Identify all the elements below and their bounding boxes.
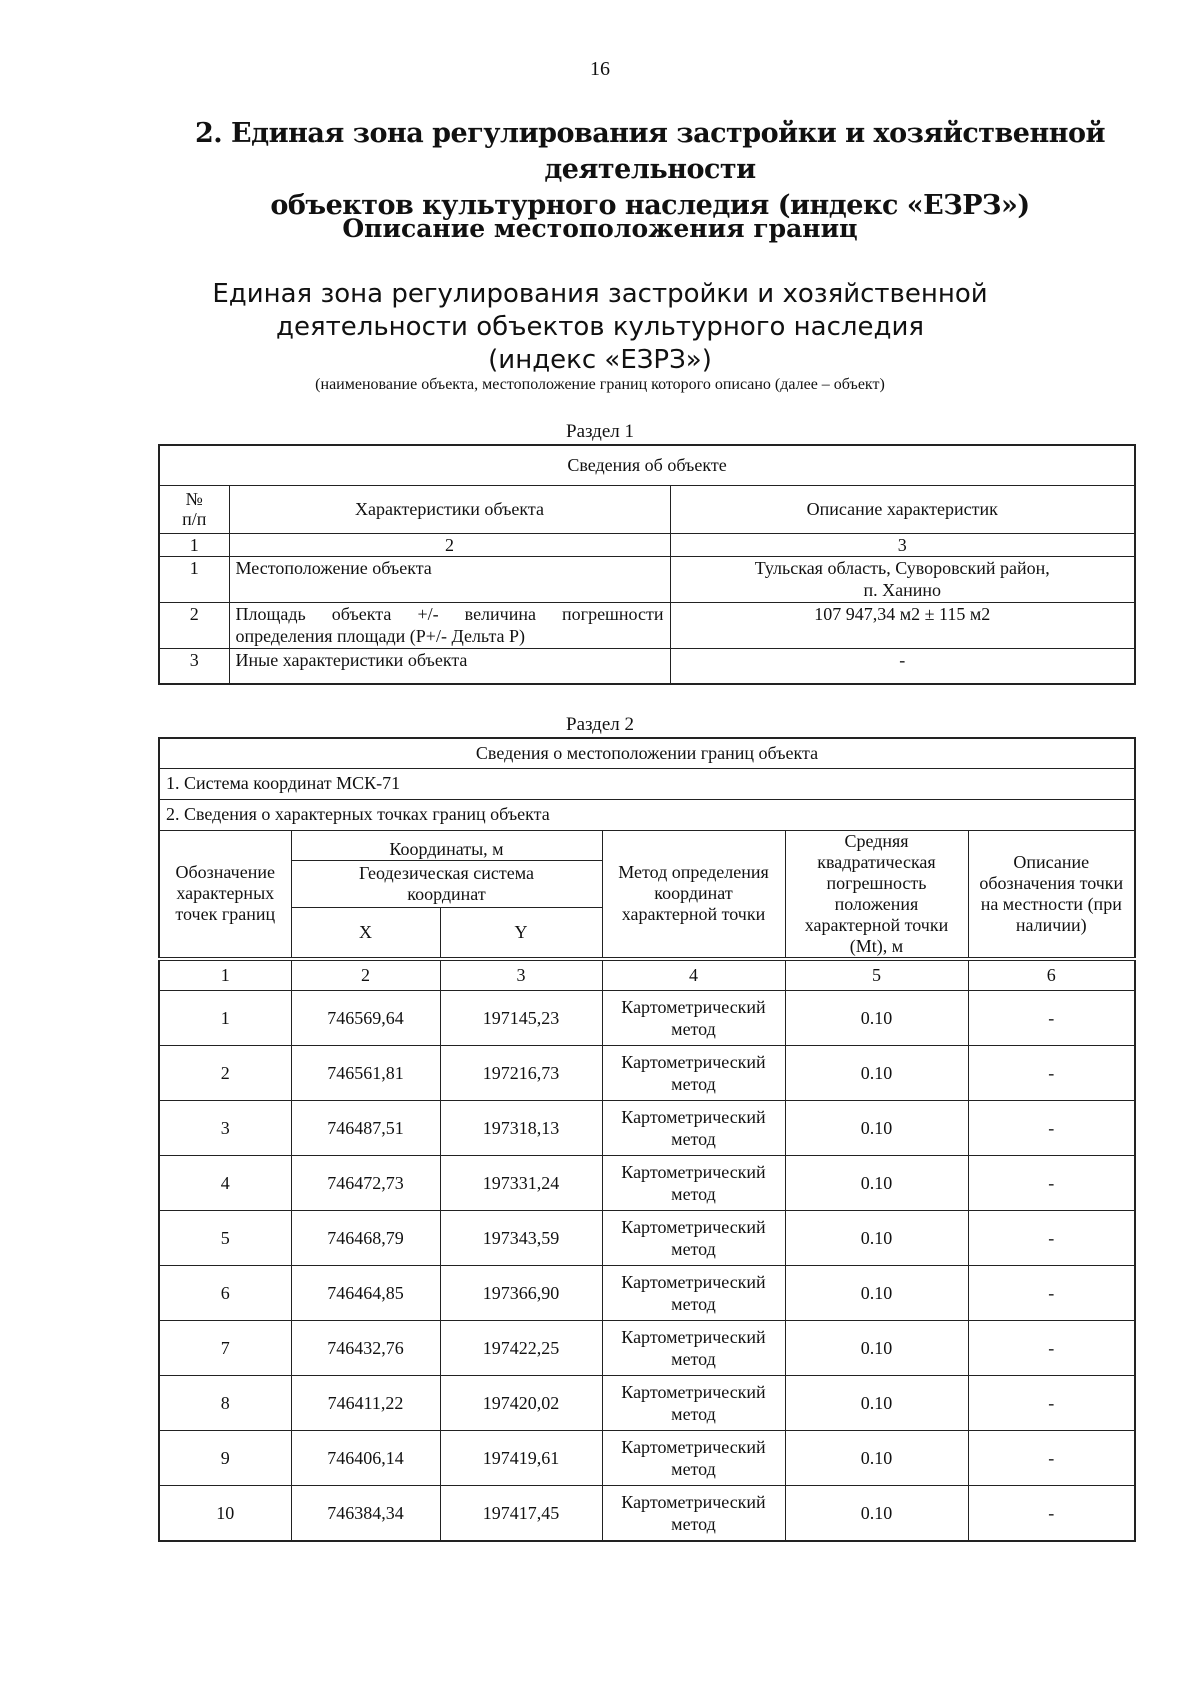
point-method-line2: метод — [671, 1129, 716, 1149]
points-header: 2. Сведения о характерных точках границ объекта — [159, 799, 1135, 830]
coordinate-system: 1. Система координат МСК-71 — [159, 768, 1135, 799]
point-x: 746569,64 — [291, 991, 440, 1046]
row-desc — [670, 602, 1135, 648]
main-title-line1: 2. Единая зона регулирования застройки и хозяйственной деятельности — [194, 118, 1106, 185]
main-title-line2: объектов культурного наследия (индекс «ЕЗРЗ») — [270, 190, 1030, 221]
col-coords-header: Координаты, м — [291, 830, 602, 861]
table-row — [159, 991, 1135, 1046]
point-y: 197422,25 — [440, 1321, 602, 1376]
col-geo-header — [291, 861, 602, 908]
point-description: - — [968, 1101, 1135, 1156]
point-x: 746487,51 — [291, 1101, 440, 1156]
point-method — [602, 1101, 785, 1156]
boundary-points-table — [158, 737, 1136, 1542]
subtitle: Описание местоположения границ — [342, 214, 858, 243]
point-error: 0.10 — [785, 991, 968, 1046]
col-x-header: X — [291, 908, 440, 959]
row-char: Площадь объекта +/- величина погрешности определения площади (Р+/- Дельта Р) — [229, 602, 670, 648]
row-char: Местоположение объекта — [229, 556, 670, 602]
table-row — [159, 1376, 1135, 1431]
point-method — [602, 1486, 785, 1542]
object-name — [200, 278, 1000, 377]
point-method-line1: Картометрический — [621, 1437, 766, 1457]
table-row — [159, 1046, 1135, 1101]
table-row — [159, 1431, 1135, 1486]
row-num: 1 — [159, 556, 229, 602]
index-cell: 3 — [670, 533, 1135, 556]
row-desc-line1: Тульская область, Суворовский район, — [754, 557, 1050, 578]
object-name-line1: Единая зона регулирования застройки и хозяйственной — [212, 279, 988, 309]
point-number: 9 — [159, 1431, 291, 1486]
point-method-line1: Картометрический — [621, 1217, 766, 1237]
object-name-line2: деятельности объектов культурного наследия — [275, 312, 925, 342]
point-number: 2 — [159, 1046, 291, 1101]
col-error-header: Средняя квадратическая погрешность положения характерной точки (Mt), м — [785, 830, 968, 959]
point-error: 0.10 — [785, 1266, 968, 1321]
point-method — [602, 991, 785, 1046]
point-x: 746468,79 — [291, 1211, 440, 1266]
point-number: 7 — [159, 1321, 291, 1376]
point-x: 746384,34 — [291, 1486, 440, 1542]
point-y: 197216,73 — [440, 1046, 602, 1101]
point-method-line2: метод — [671, 1349, 716, 1369]
point-method-line2: метод — [671, 1074, 716, 1094]
point-method-line1: Картометрический — [621, 1107, 766, 1127]
point-method — [602, 1046, 785, 1101]
row-desc-line1: - — [899, 649, 906, 670]
point-method-line1: Картометрический — [621, 1327, 766, 1347]
point-method — [602, 1156, 785, 1211]
point-error: 0.10 — [785, 1046, 968, 1101]
point-method — [602, 1321, 785, 1376]
point-x: 746411,22 — [291, 1376, 440, 1431]
table-row — [159, 648, 1135, 684]
point-error: 0.10 — [785, 1101, 968, 1156]
index-cell: 5 — [785, 959, 968, 991]
point-y: 197318,13 — [440, 1101, 602, 1156]
point-x: 746432,76 — [291, 1321, 440, 1376]
point-method-line1: Картометрический — [621, 997, 766, 1017]
col-geo-line2: координат — [407, 884, 486, 905]
col-desc-header: Описание характеристик — [670, 485, 1135, 533]
point-number: 5 — [159, 1211, 291, 1266]
col-num-header — [159, 485, 229, 533]
point-method-line1: Картометрический — [621, 1382, 766, 1402]
point-x: 746464,85 — [291, 1266, 440, 1321]
point-method-line2: метод — [671, 1239, 716, 1259]
col-designation-header: Обозначение характерных точек границ — [159, 830, 291, 959]
point-y: 197420,02 — [440, 1376, 602, 1431]
point-error: 0.10 — [785, 1376, 968, 1431]
section1-label: Раздел 1 — [566, 421, 634, 442]
point-method-line2: метод — [671, 1459, 716, 1479]
point-error: 0.10 — [785, 1486, 968, 1542]
row-desc-line2: п. Ханино — [863, 579, 942, 600]
table-row — [159, 1321, 1135, 1376]
point-description: - — [968, 1211, 1135, 1266]
col-geo-line1: Геодезическая система — [358, 863, 535, 884]
section1-header: Сведения об объекте — [159, 445, 1135, 485]
table-row — [159, 556, 1135, 602]
point-number: 10 — [159, 1486, 291, 1542]
point-description: - — [968, 1321, 1135, 1376]
index-cell: 2 — [291, 959, 440, 991]
point-description: - — [968, 991, 1135, 1046]
point-error: 0.10 — [785, 1431, 968, 1486]
point-method-line2: метод — [671, 1514, 716, 1534]
point-method — [602, 1376, 785, 1431]
point-y: 197417,45 — [440, 1486, 602, 1542]
object-note: (наименование объекта, местоположение границ которого описано (далее – объект) — [315, 376, 885, 393]
point-method-line1: Картометрический — [621, 1272, 766, 1292]
row-desc — [670, 556, 1135, 602]
section2-label: Раздел 2 — [566, 714, 634, 735]
point-number: 1 — [159, 991, 291, 1046]
page-number: 16 — [590, 58, 610, 80]
point-x: 746561,81 — [291, 1046, 440, 1101]
point-method-line1: Картометрический — [621, 1492, 766, 1512]
point-description: - — [968, 1376, 1135, 1431]
table-row — [159, 1486, 1135, 1542]
point-error: 0.10 — [785, 1156, 968, 1211]
point-description: - — [968, 1486, 1135, 1542]
point-description: - — [968, 1046, 1135, 1101]
point-number: 8 — [159, 1376, 291, 1431]
table-row — [159, 1266, 1135, 1321]
point-number: 6 — [159, 1266, 291, 1321]
col-method-header: Метод определения координат характерной точки — [602, 830, 785, 959]
point-method-line1: Картометрический — [621, 1052, 766, 1072]
object-info-table — [158, 444, 1136, 685]
index-cell: 2 — [229, 533, 670, 556]
index-cell: 6 — [968, 959, 1135, 991]
main-title — [150, 116, 1150, 224]
row-desc-line1: 107 947,34 м2 ± 115 м2 — [814, 603, 991, 624]
index-cell: 1 — [159, 959, 291, 991]
point-error: 0.10 — [785, 1211, 968, 1266]
point-method — [602, 1211, 785, 1266]
row-num: 3 — [159, 648, 229, 684]
table-row — [159, 1211, 1135, 1266]
point-description: - — [968, 1431, 1135, 1486]
point-method-line2: метод — [671, 1404, 716, 1424]
row-desc — [670, 648, 1135, 684]
table-row — [159, 1101, 1135, 1156]
point-y: 197366,90 — [440, 1266, 602, 1321]
object-name-line3: (индекс «ЕЗРЗ») — [488, 345, 712, 375]
point-description: - — [968, 1266, 1135, 1321]
point-method-line2: метод — [671, 1019, 716, 1039]
point-y: 197419,61 — [440, 1431, 602, 1486]
col-description-header: Описание обозначения точки на местности (при наличии) — [968, 830, 1135, 959]
point-error: 0.10 — [785, 1321, 968, 1376]
col-y-header: Y — [440, 908, 602, 959]
row-char: Иные характеристики объекта — [229, 648, 670, 684]
col-num-line2: п/п — [182, 509, 207, 529]
point-y: 197343,59 — [440, 1211, 602, 1266]
point-y: 197145,23 — [440, 991, 602, 1046]
point-method-line1: Картометрический — [621, 1162, 766, 1182]
index-cell: 3 — [440, 959, 602, 991]
table-row — [159, 602, 1135, 648]
point-method — [602, 1266, 785, 1321]
point-x: 746472,73 — [291, 1156, 440, 1211]
point-x: 746406,14 — [291, 1431, 440, 1486]
point-number: 4 — [159, 1156, 291, 1211]
point-method — [602, 1431, 785, 1486]
point-number: 3 — [159, 1101, 291, 1156]
point-y: 197331,24 — [440, 1156, 602, 1211]
point-description: - — [968, 1156, 1135, 1211]
col-char-header: Характеристики объекта — [229, 485, 670, 533]
section2-header: Сведения о местоположении границ объекта — [159, 738, 1135, 768]
point-method-line2: метод — [671, 1294, 716, 1314]
index-cell: 4 — [602, 959, 785, 991]
col-num-line1: № — [185, 489, 203, 509]
index-cell: 1 — [159, 533, 229, 556]
point-method-line2: метод — [671, 1184, 716, 1204]
row-num: 2 — [159, 602, 229, 648]
table-row — [159, 1156, 1135, 1211]
